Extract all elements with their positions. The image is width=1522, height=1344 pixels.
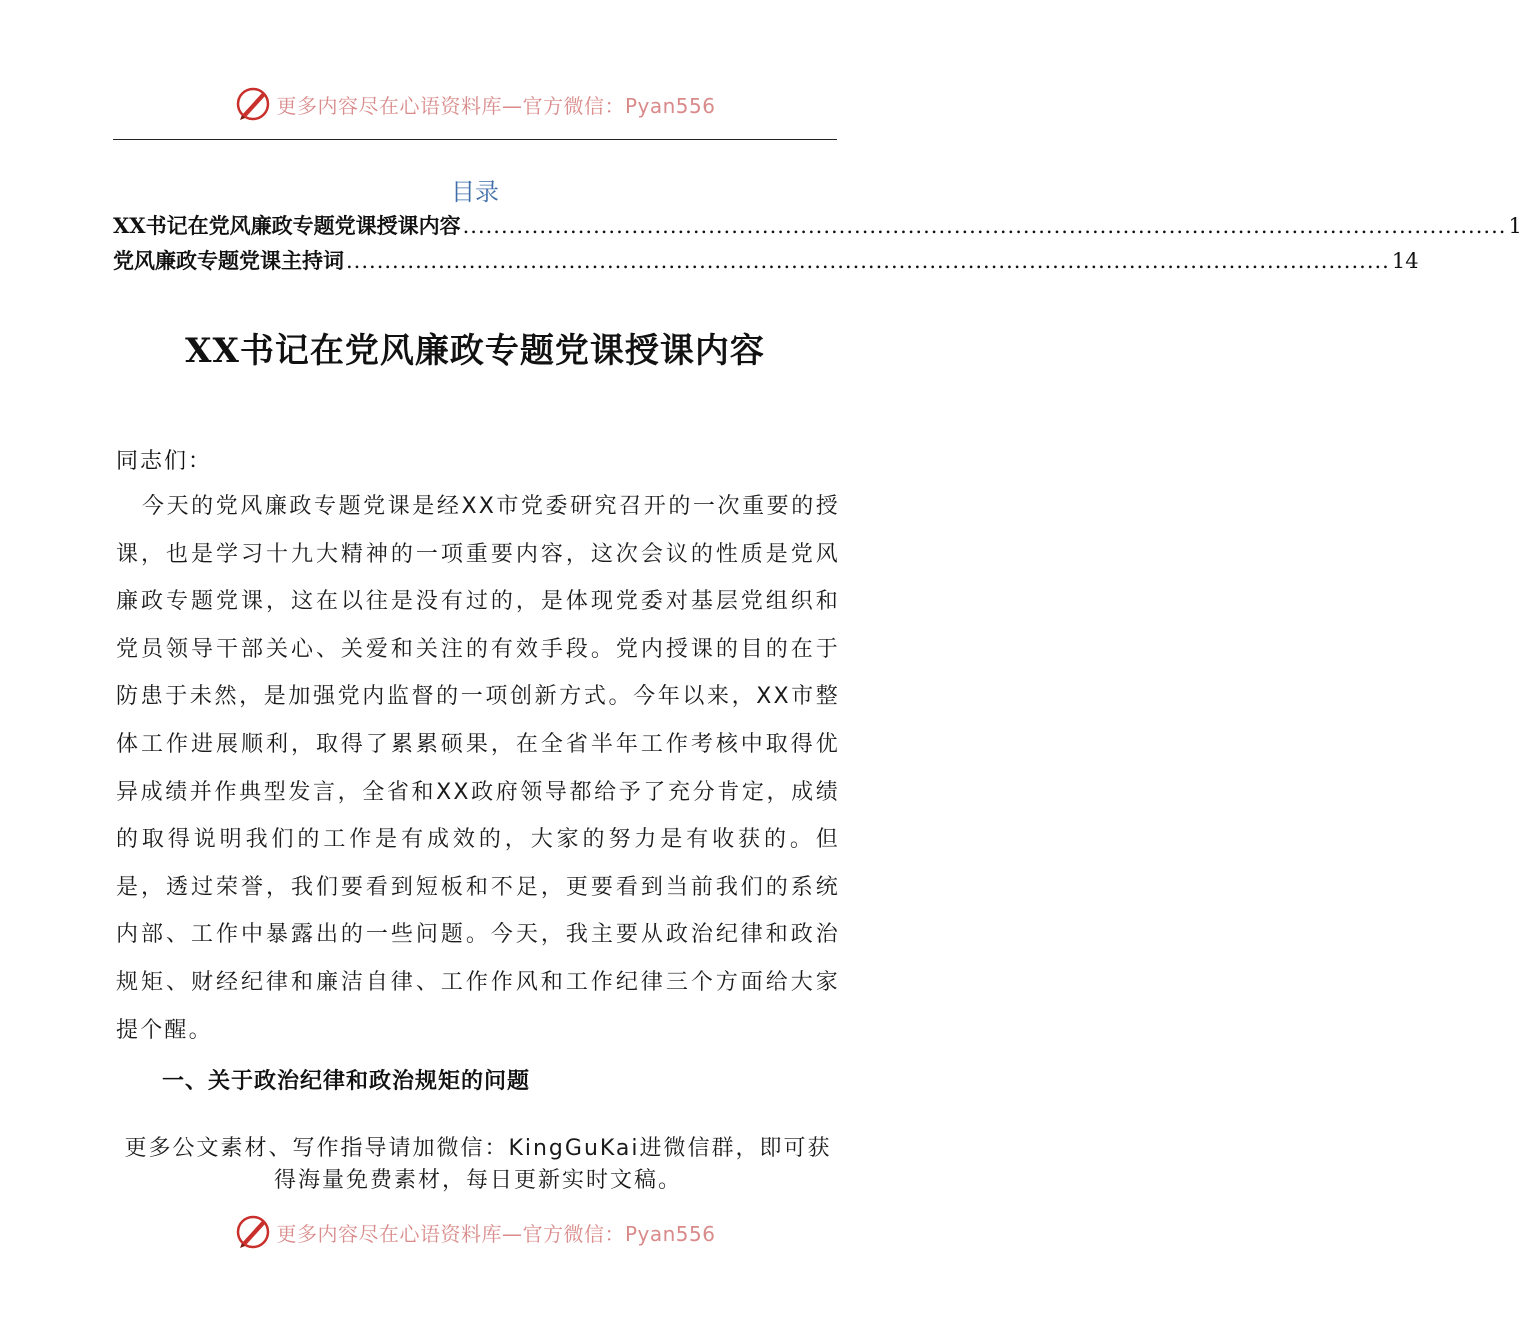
toc-leader-dots: ........................................................................................................................................ bbox=[462, 214, 1507, 238]
toc-entry[interactable] bbox=[113, 210, 1522, 240]
toc-entry-title: 党风廉政专题党课主持词 bbox=[113, 248, 344, 273]
toc-entry-page: 1 bbox=[1508, 214, 1522, 238]
pen-logo-icon bbox=[234, 1213, 272, 1251]
watermark-text: 更多内容尽在心语资料库—官方微信：Pyan556 bbox=[276, 93, 716, 118]
body-paragraph: 今天的党风廉政专题党课是经XX市党委研究召开的一次重要的授课，也是学习十九大精神的一项重要内容，这次会议的性质是党风廉政专题党课，这在以往是没有过的，是体现党委对基层党组织和党员领导干部关心、关爱和关注的有效手段。党内授课的目的在于防患于未然，是加强党内监督的一项创新方式。今年以来，XX市整体工作进展顺利，取得了累累硕果，在全省半年工作考核中取得优异成绩并作典型发言，全省和XX政府领导都给予了充分肯定，成绩的取得说明我们的工作是有成效的，大家的努力是有收获的。但是，透过荣誉，我们要看到短板和不足，更要看到当前我们的系统内部、工作中暴露出的一些问题。今天，我主要从政治纪律和政治规矩、财经纪律和廉洁自律、工作作风和工作纪律三个方面给大家提个醒。 bbox=[116, 494, 840, 1043]
section-heading: 一、关于政治纪律和政治规矩的问题 bbox=[162, 1069, 531, 1094]
watermark-text: 更多内容尽在心语资料库—官方微信：Pyan556 bbox=[276, 1221, 716, 1246]
toc-title: 目录 bbox=[451, 178, 499, 206]
pen-logo-icon bbox=[234, 85, 272, 123]
header-rule bbox=[113, 139, 837, 140]
toc-entry-page: 14 bbox=[1391, 249, 1419, 273]
footer-watermark bbox=[0, 1210, 950, 1254]
header-watermark bbox=[0, 82, 950, 126]
document-title: XX书记在党风廉政专题党课授课内容 bbox=[185, 331, 765, 371]
promo-footer-text: 更多公文素材、写作指导请加微信：KingGuKai进微信群，即可获得海量免费素材，每日更新实时文稿。 bbox=[124, 1136, 832, 1193]
toc-leader-dots: ........................................................................................................................................ bbox=[346, 249, 1390, 273]
salutation: 同志们： bbox=[116, 449, 213, 474]
toc-entry-title: XX书记在党风廉政专题党课授课内容 bbox=[113, 213, 461, 238]
toc-entry[interactable] bbox=[113, 245, 1419, 275]
